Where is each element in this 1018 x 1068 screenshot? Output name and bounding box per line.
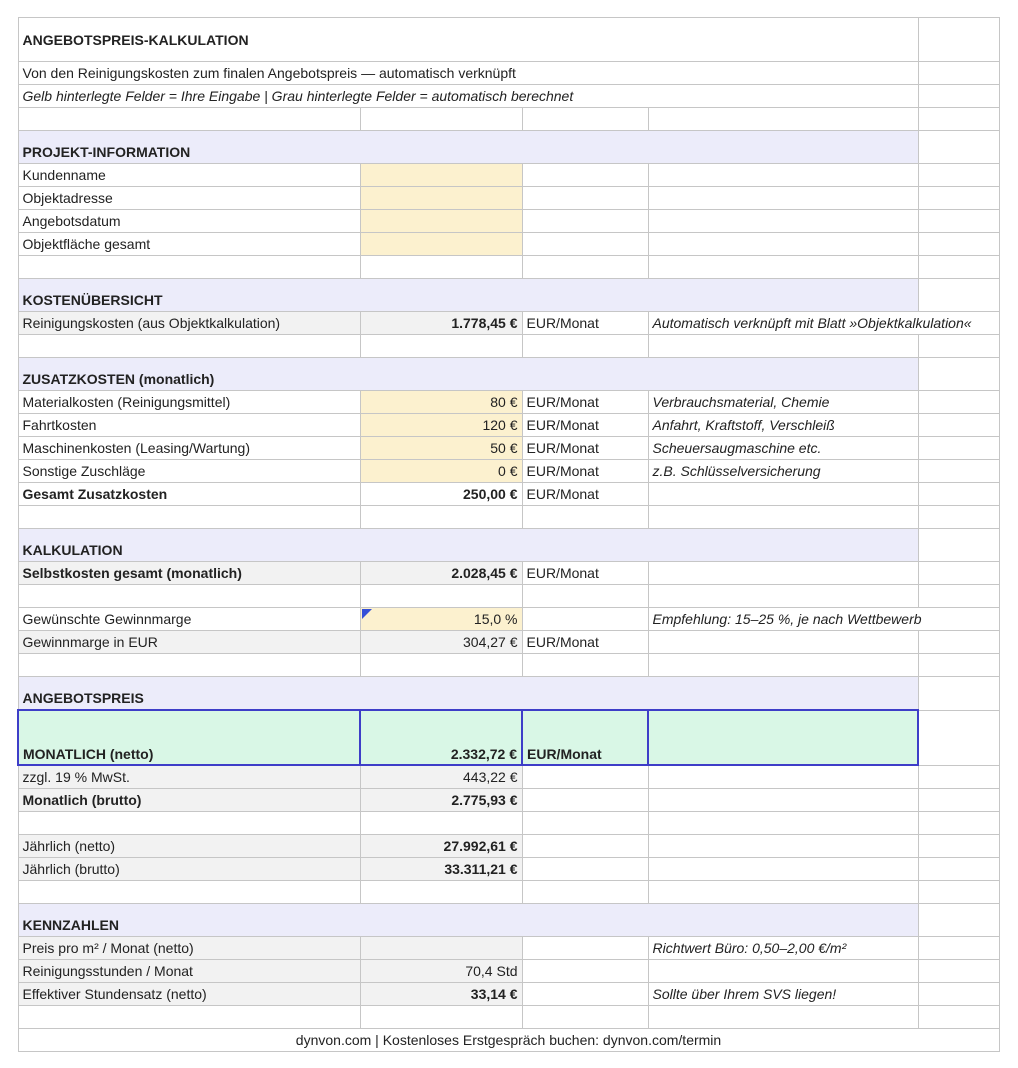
field-label: Angebotsdatum [18, 210, 360, 233]
field-label: Jährlich (netto) [18, 835, 360, 858]
cell[interactable] [522, 585, 648, 608]
cell[interactable] [918, 654, 999, 677]
cell[interactable] [918, 210, 999, 233]
cell[interactable] [18, 335, 360, 358]
cell[interactable] [648, 585, 918, 608]
cell[interactable] [648, 335, 918, 358]
cell[interactable] [360, 1006, 522, 1029]
cell[interactable] [648, 506, 918, 529]
section-heading-projekt: PROJEKT-INFORMATION [18, 131, 918, 164]
note: z.B. Schlüsselversicherung [648, 460, 918, 483]
cell[interactable] [522, 858, 648, 881]
field-label: Jährlich (brutto) [18, 858, 360, 881]
selbstkosten-value: 2.028,45 € [360, 562, 522, 585]
field-label: Sonstige Zuschläge [18, 460, 360, 483]
cell[interactable] [522, 608, 648, 631]
cell[interactable] [648, 960, 918, 983]
cell[interactable] [522, 164, 648, 187]
stundensatz-value: 33,14 € [360, 983, 522, 1006]
cell[interactable] [918, 506, 999, 529]
cell[interactable] [522, 835, 648, 858]
cell[interactable] [648, 483, 918, 506]
field-label: Reinigungsstunden / Monat [18, 960, 360, 983]
cell[interactable] [918, 677, 999, 711]
sheet-subtitle: Von den Reinigungskosten zum finalen Angebotspreis — automatisch verknüpft [18, 62, 918, 85]
zusatzkosten-total: 250,00 € [360, 483, 522, 506]
field-label: Monatlich (brutto) [18, 789, 360, 812]
unit-label: EUR/Monat [522, 710, 648, 765]
cell[interactable] [522, 335, 648, 358]
cell[interactable] [918, 437, 999, 460]
field-label: Objektadresse [18, 187, 360, 210]
cell[interactable] [918, 483, 999, 506]
total-label: Gesamt Zusatzkosten [18, 483, 360, 506]
kundenname-input[interactable] [360, 164, 522, 187]
section-heading-zusatz: ZUSATZKOSTEN (monatlich) [18, 358, 918, 391]
legend-hint: Gelb hinterlegte Felder = Ihre Eingabe | Grau hinterlegte Felder = automatisch berechnet [18, 85, 918, 108]
cell[interactable] [522, 881, 648, 904]
sheet-title: ANGEBOTSPREIS-KALKULATION [18, 18, 918, 62]
cell[interactable] [918, 960, 999, 983]
cell[interactable] [18, 1006, 360, 1029]
cell[interactable] [648, 710, 918, 765]
cell[interactable] [18, 108, 360, 131]
preis-pro-m2-value [360, 937, 522, 960]
cell[interactable] [522, 654, 648, 677]
cell[interactable] [648, 233, 918, 256]
field-label: Objektfläche gesamt [18, 233, 360, 256]
cell[interactable] [918, 187, 999, 210]
cell[interactable] [918, 18, 999, 62]
cell[interactable] [918, 789, 999, 812]
cell[interactable] [360, 812, 522, 835]
cell[interactable] [918, 937, 999, 960]
unit-label: EUR/Monat [522, 562, 648, 585]
cell[interactable] [918, 710, 999, 765]
field-label: Materialkosten (Reinigungsmittel) [18, 391, 360, 414]
field-label: Maschinenkosten (Leasing/Wartung) [18, 437, 360, 460]
maschinenkosten-input[interactable]: 50 € [360, 437, 522, 460]
cell[interactable] [918, 1006, 999, 1029]
cell[interactable] [522, 187, 648, 210]
spreadsheet [17, 17, 1000, 1052]
angebotsdatum-input[interactable] [360, 210, 522, 233]
fahrtkosten-input[interactable]: 120 € [360, 414, 522, 437]
cell[interactable] [360, 335, 522, 358]
section-heading-kennzahlen: KENNZAHLEN [18, 904, 918, 937]
field-label: Kundenname [18, 164, 360, 187]
mwst-value: 443,22 € [360, 765, 522, 789]
cell[interactable] [360, 506, 522, 529]
cell[interactable] [18, 812, 360, 835]
field-label: Fahrtkosten [18, 414, 360, 437]
cell[interactable] [918, 812, 999, 835]
cell[interactable] [918, 983, 999, 1006]
cell[interactable] [522, 960, 648, 983]
cell[interactable] [360, 654, 522, 677]
cell[interactable] [522, 789, 648, 812]
cell[interactable] [522, 233, 648, 256]
objektadresse-input[interactable] [360, 187, 522, 210]
objektflaeche-input[interactable] [360, 233, 522, 256]
jaehrlich-brutto-value: 33.311,21 € [360, 858, 522, 881]
reinigungskosten-value: 1.778,45 € [360, 312, 522, 335]
unit-label: EUR/Monat [522, 414, 648, 437]
section-heading-kosten: KOSTENÜBERSICHT [18, 279, 918, 312]
cell[interactable] [648, 108, 918, 131]
cell[interactable] [648, 812, 918, 835]
unit-label: EUR/Monat [522, 460, 648, 483]
cell[interactable] [918, 414, 999, 437]
field-label: Effektiver Stundensatz (netto) [18, 983, 360, 1006]
cell[interactable] [918, 631, 999, 654]
cell[interactable] [918, 765, 999, 789]
monatlich-netto-value: 2.332,72 € [360, 710, 522, 765]
cell[interactable] [648, 1006, 918, 1029]
cell[interactable] [648, 858, 918, 881]
cell[interactable] [522, 765, 648, 789]
cell[interactable] [918, 85, 999, 108]
unit-label: EUR/Monat [522, 437, 648, 460]
section-heading-kalkulation: KALKULATION [18, 529, 918, 562]
cell[interactable] [918, 391, 999, 414]
cell[interactable] [360, 256, 522, 279]
monatlich-brutto-value: 2.775,93 € [360, 789, 522, 812]
cell[interactable] [648, 881, 918, 904]
reinigungsstunden-value: 70,4 Std [360, 960, 522, 983]
cell[interactable] [18, 654, 360, 677]
cell[interactable] [648, 187, 918, 210]
unit-label: EUR/Monat [522, 483, 648, 506]
cell[interactable] [360, 585, 522, 608]
cell[interactable] [918, 279, 999, 312]
cell[interactable] [918, 585, 999, 608]
cell[interactable] [918, 108, 999, 131]
gewinnmarge-eur-value: 304,27 € [360, 631, 522, 654]
section-heading-angebot: ANGEBOTSPREIS [18, 677, 918, 711]
cell[interactable] [648, 562, 918, 585]
field-label: Preis pro m² / Monat (netto) [18, 937, 360, 960]
cell[interactable] [522, 108, 648, 131]
cell[interactable] [918, 358, 999, 391]
cell[interactable] [522, 937, 648, 960]
note: Empfehlung: 15–25 %, je nach Wettbewerb [648, 608, 999, 631]
cell[interactable] [918, 62, 999, 85]
sonstige-zuschlaege-input[interactable]: 0 € [360, 460, 522, 483]
selbstkosten-label: Selbstkosten gesamt (monatlich) [18, 562, 360, 585]
cell[interactable] [648, 765, 918, 789]
cell[interactable] [918, 131, 999, 164]
cell[interactable] [360, 108, 522, 131]
unit-label: EUR/Monat [522, 391, 648, 414]
cell[interactable] [918, 858, 999, 881]
cell[interactable] [918, 460, 999, 483]
footer-link[interactable]: dynvon.com | Kostenloses Erstgespräch buchen: dynvon.com/termin [18, 1029, 999, 1052]
unit-label: EUR/Monat [522, 312, 648, 335]
cell[interactable] [648, 210, 918, 233]
cell[interactable] [522, 812, 648, 835]
note: Sollte über Ihrem SVS liegen! [648, 983, 918, 1006]
cell[interactable] [918, 529, 999, 562]
cell[interactable] [918, 256, 999, 279]
cell[interactable] [522, 983, 648, 1006]
note: Anfahrt, Kraftstoff, Verschleiß [648, 414, 918, 437]
field-label: Gewinnmarge in EUR [18, 631, 360, 654]
cell[interactable] [522, 256, 648, 279]
monatlich-netto-label: MONATLICH (netto) [18, 710, 360, 765]
cell[interactable] [918, 881, 999, 904]
note: Scheuersaugmaschine etc. [648, 437, 918, 460]
cell[interactable] [648, 164, 918, 187]
cell[interactable] [918, 562, 999, 585]
cell[interactable] [18, 256, 360, 279]
note: Richtwert Büro: 0,50–2,00 €/m² [648, 937, 918, 960]
cell[interactable] [522, 210, 648, 233]
note: Automatisch verknüpft mit Blatt »Objektkalkulation« [648, 312, 999, 335]
cell[interactable] [918, 835, 999, 858]
cell[interactable] [648, 835, 918, 858]
materialkosten-input[interactable]: 80 € [360, 391, 522, 414]
cell[interactable] [918, 335, 999, 358]
cell[interactable] [18, 506, 360, 529]
cell[interactable] [648, 256, 918, 279]
cell[interactable] [18, 585, 360, 608]
jaehrlich-netto-value: 27.992,61 € [360, 835, 522, 858]
note: Verbrauchsmaterial, Chemie [648, 391, 918, 414]
field-label: zzgl. 19 % MwSt. [18, 765, 360, 789]
field-label: Gewünschte Gewinnmarge [18, 608, 360, 631]
field-label: Reinigungskosten (aus Objektkalkulation) [18, 312, 360, 335]
cell[interactable] [918, 904, 999, 937]
cell[interactable] [648, 654, 918, 677]
cell[interactable] [18, 881, 360, 904]
cell[interactable] [522, 506, 648, 529]
gewinnmarge-input[interactable]: 15,0 % [360, 608, 522, 631]
cell[interactable] [918, 233, 999, 256]
cell[interactable] [522, 1006, 648, 1029]
cell[interactable] [360, 881, 522, 904]
cell[interactable] [918, 164, 999, 187]
unit-label: EUR/Monat [522, 631, 648, 654]
cell[interactable] [648, 631, 918, 654]
cell[interactable] [648, 789, 918, 812]
